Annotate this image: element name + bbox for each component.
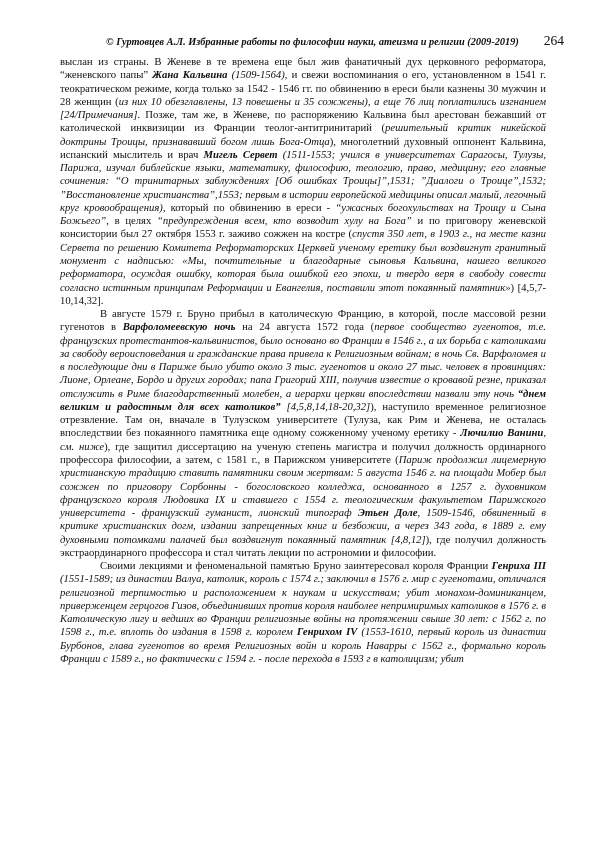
header-title: © Гуртовцев А.Л. Избранные работы по философии науки, атеизма и религии (2009-2019)	[106, 37, 519, 48]
emphasized-name: Мигель Сервет	[203, 149, 278, 161]
emphasized-name: Этьен Доле	[357, 508, 418, 520]
emphasized-name: “днем великим и радостным для всех католиков”	[60, 388, 546, 413]
italic-text: из них 10 обезглавлены, 13 повешены и 35 сожжены), а еще 76 лиц поплатились изгнанием [24/Примечания]	[60, 96, 546, 122]
running-header	[106, 33, 564, 49]
page-number: 264	[543, 33, 564, 48]
text-run: , и свежи воспоминания о его, установленном в 1541 г. теократическом режиме, когда только за 1542 - 1546 гг. по обвинению в ереси были казнены 30 мужчин и 28 женщин (	[60, 70, 546, 108]
emphasized-name: Варфоломеевскую ночь	[122, 322, 236, 334]
emphasized-name: Генриха III	[491, 561, 546, 573]
italic-text: (1551-1589; из династии Валуа, католик, король с 1574 г.; заключил в 1576 г. мир с гугенотами, отличался религиозной терпимостью и расположением к наукам и искусствам; убит монахом-доминиканцем, приверженцем герцогов Гизов, объединивших против короля наиболее непримиримых католиков в 1576 г. в Католическую лигу и ведших во Франции религиозные войны на протяжении свыше 30 лет: с 1562 г. по 1598 г., т.е. вплоть до издания в 1598 г. королем	[60, 574, 546, 639]
emphasized-name: Жана Кальвина	[152, 70, 228, 82]
text-run: ), где защитил диссертацию на ученую степень магистра и получил должность ординарного профессора философии, а затем, с 1581 г., в Парижском университете (	[60, 441, 546, 466]
emphasized-name: Генрихом IV	[296, 627, 358, 639]
paragraph	[60, 560, 546, 666]
italic-text: решительный критик никейской доктрины Троицы, признававший богом лишь Бога-Отца	[60, 123, 546, 148]
text-run: . Позже, там же, в Женеве, по распоряжению Кальвина был арестован бежавший от католической инквизиции из Франции теолог-антитринитарий (	[60, 110, 546, 135]
italic-text: первое сообщество гугенотов, т.е. французских протестантов-кальвинистов, было основано во Франции в 1546 г., а их борьба с католиками за свободу вероисповедания и гражданские права привела к Религиозным войнам; в ночь Св. Варфоломея и в последующие дни в Париже было убито около 3 тыс. гугенотов и около 27 тыс. человек в провинциях: Лионе, Орлеане, Бордо и других городах; папа Григорий XIII, получив известие о кровавой резне, приказал отслужить в Риме благодарственный молебен, а иерархи церкви впоследствии назвали эту ночь	[60, 322, 546, 400]
italic-text: [4,5,8,14,18-20,32]	[280, 401, 371, 413]
paragraph	[60, 56, 546, 308]
text-run: и по приговору женевской консистории был 27 октября 1553 г. заживо сожжен на костре (	[60, 216, 547, 241]
text-run: ), многолетний духовный оппонент Кальвина, испанский мыслитель и врач	[60, 136, 546, 161]
text-run: В августе 1579 г. Бруно прибыл в католическую Францию, в которой, после массовой резни гугенотов в	[60, 309, 546, 334]
body-text	[60, 56, 546, 666]
text-run: ), наступило временное религиозное отрезвление. Там он, вначале в Тулузском университете (Тулуза, как Рим и Женева, не осталась впоследствии без покаянного памятника еще одному сожженному ученому еретику -	[60, 401, 546, 440]
text-run: , в целях	[106, 216, 158, 228]
text-run: Своими лекциями и феноменальной памятью Бруно заинтересовал короля Франции	[100, 561, 492, 573]
italic-text: спустя 350 лет, в 1903 г., на месте казни Сервета по решению Комитета Реформаторских Церквей ученому еретику был воздвигнут гранитный монумент с надписью: «Мы, почтительные и благодарные сыновья Кальвина, нашего великого реформатора, осуждая ошибку, которая была ошибкой его эпохи, и твердо веря в свободу совести согласно истинным принципам Реформации и Евангелия, поставили этот покаянный памятник»	[60, 229, 546, 294]
text-run: ), где получил должность экстраординарного профессора и стал читать лекции по астрономии и философии.	[60, 534, 546, 559]
italic-text: (1553-1610, первый король из династии Бурбонов, глава гугенотов во время Религиозных войн и король Наварры с 1562 г., формально король Франции с 1589 г., но фактически с 1594 г. - после перехода в 1593 г в католицизм; убит	[60, 627, 546, 665]
text-run: ) [4,5,7-10,14,32].	[60, 282, 546, 307]
text-run: выслан из страны. В Женеве в те времена еще был жив фанатичный дух церковного реформатора, “женевского папы”	[60, 57, 546, 82]
paragraph	[60, 308, 546, 560]
emphasized-name: Лючилио Ванини	[460, 428, 544, 440]
italic-text: (1511-1553; учился в университетах Сарагосы, Тулузы, Парижа, изучал библейские языки, математику, философию, теологию, право, медицину; его главные сочинения: “О тринитарных заблуждениях [Об ошибках Троицы]”,1531; ”Диалоги о Троице”,1532; ”Восстановление христианства”,1553; первым в истории европейской медицины описал малый, легочный круг кровообращения)	[60, 149, 546, 214]
text-run: , который по обвинению в ереси -	[162, 202, 336, 214]
italic-text: (1509-1564)	[227, 70, 285, 82]
italic-text: , см. ниже	[60, 428, 546, 453]
italic-text: “ужасных богохульствах на Троицу и Сына Божьего”	[60, 202, 547, 228]
italic-text: “предупреждения всем, кто возводит хулу на Бога”	[157, 216, 412, 228]
italic-text: Париж продолжил лицемерную христианскую традицию ставить памятники своим жертвам: 5 августа 1546 г. на площади Мобер был сожжен по приговору Сорбонны - богословского колледжа, основанного в 1257 г. духовником французского короля Людовика IX и ставшего с 1554 г. теологическим факультетом Парижского университета - французский гуманист, лионский типограф	[60, 454, 546, 520]
text-run: на 24 августа 1572 года (	[235, 322, 375, 334]
italic-text: , 1509-1546, обвиненный в критике христианских догм, издании запрещенных книг и безбожии, а через 343 года, в 1889 г. ему духовными потомками палачей был воздвигнут покаянный памятник [4,8,12]	[60, 508, 546, 546]
